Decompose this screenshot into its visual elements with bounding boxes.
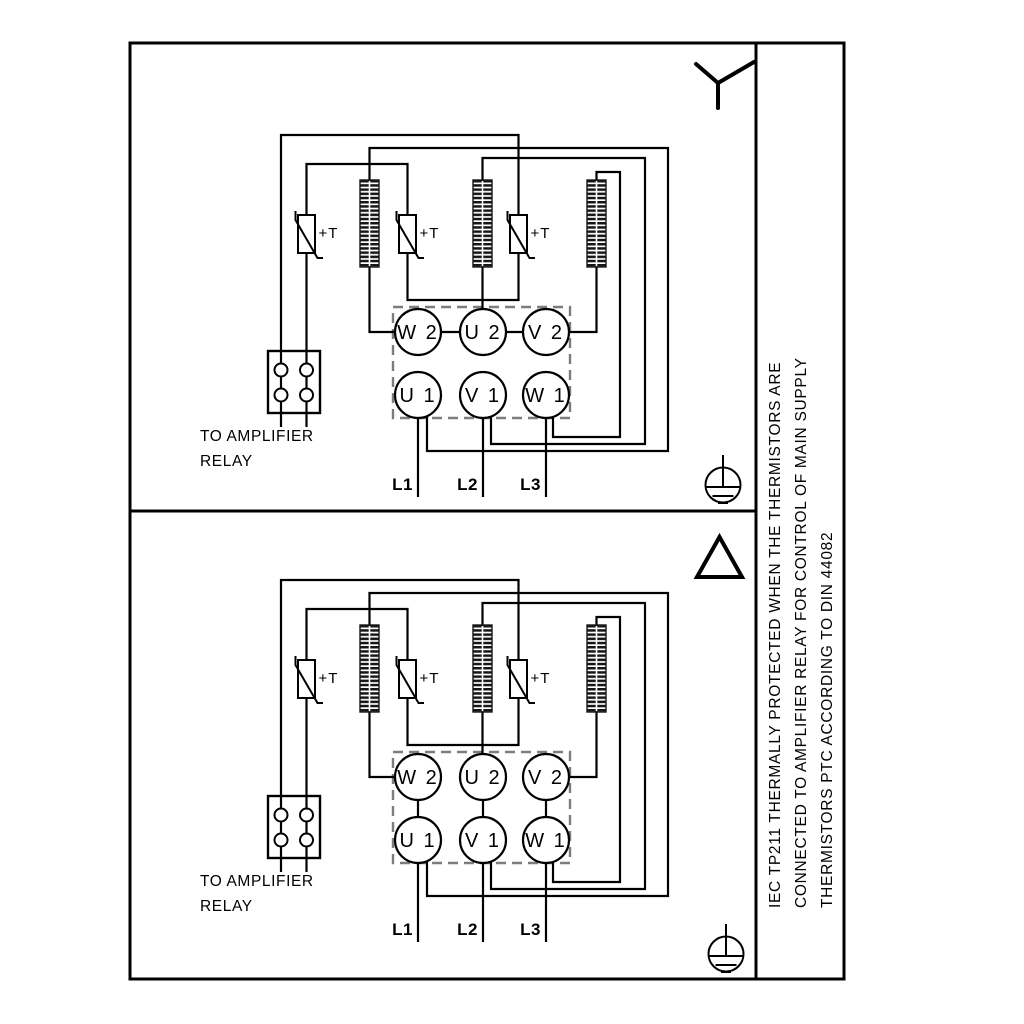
motor-winding-symbol [587,625,606,712]
motor-winding-symbol [360,625,379,712]
terminal-label: U 1 [399,385,437,407]
supply-line-label: L1 [392,475,413,494]
side-note [763,357,843,908]
amplifier-relay-connector [268,796,320,858]
terminal-label: U 1 [399,830,437,852]
thermistor-label: +T [419,670,440,687]
supply-line-label: L3 [520,475,541,494]
motor-winding-symbol [473,180,492,267]
terminal-label: V 2 [527,767,565,789]
terminal-label: W 1 [525,830,567,852]
relay-note-line-2: RELAY [200,898,253,915]
earth-ground-icon [706,455,741,503]
thermistor-label: +T [318,225,339,242]
thermistor-label: +T [530,225,551,242]
supply-line-label: L2 [457,920,478,939]
amplifier-relay-connector [268,351,320,413]
delta-connection-panel [200,537,744,972]
relay-note-line-2: RELAY [200,453,253,470]
terminal-label: V 1 [464,830,502,852]
delta-symbol-icon [697,537,742,577]
terminal-label: W 2 [397,322,439,344]
terminal-label: V 2 [527,322,565,344]
supply-line-label: L2 [457,475,478,494]
star-symbol-icon [696,62,754,108]
motor-winding-symbol [473,625,492,712]
terminal-label: U 2 [464,767,502,789]
supply-line-label: L1 [392,920,413,939]
thermistor-label: +T [419,225,440,242]
thermistor-label: +T [318,670,339,687]
earth-ground-icon [709,924,744,972]
star-connection-panel [200,62,754,503]
motor-winding-symbol [360,180,379,267]
side-note-line-1: IEC TP211 THERMALLY PROTECTED WHEN THE THERMISTORS ARE [767,361,784,908]
terminal-label: V 1 [464,385,502,407]
thermistor-label: +T [530,670,551,687]
relay-note-line-1: TO AMPLIFIER [200,873,314,890]
side-note-line-2: CONNECTED TO AMPLIFIER RELAY FOR CONTROL OF MAIN SUPPLY [793,357,810,908]
terminal-label: W 1 [525,385,567,407]
terminal-label: W 2 [397,767,439,789]
side-note-line-3: THERMISTORS PTC ACCORDING TO DIN 44082 [819,531,836,908]
relay-note-line-1: TO AMPLIFIER [200,428,314,445]
motor-winding-symbol [587,180,606,267]
terminal-label: U 2 [464,322,502,344]
supply-line-label: L3 [520,920,541,939]
